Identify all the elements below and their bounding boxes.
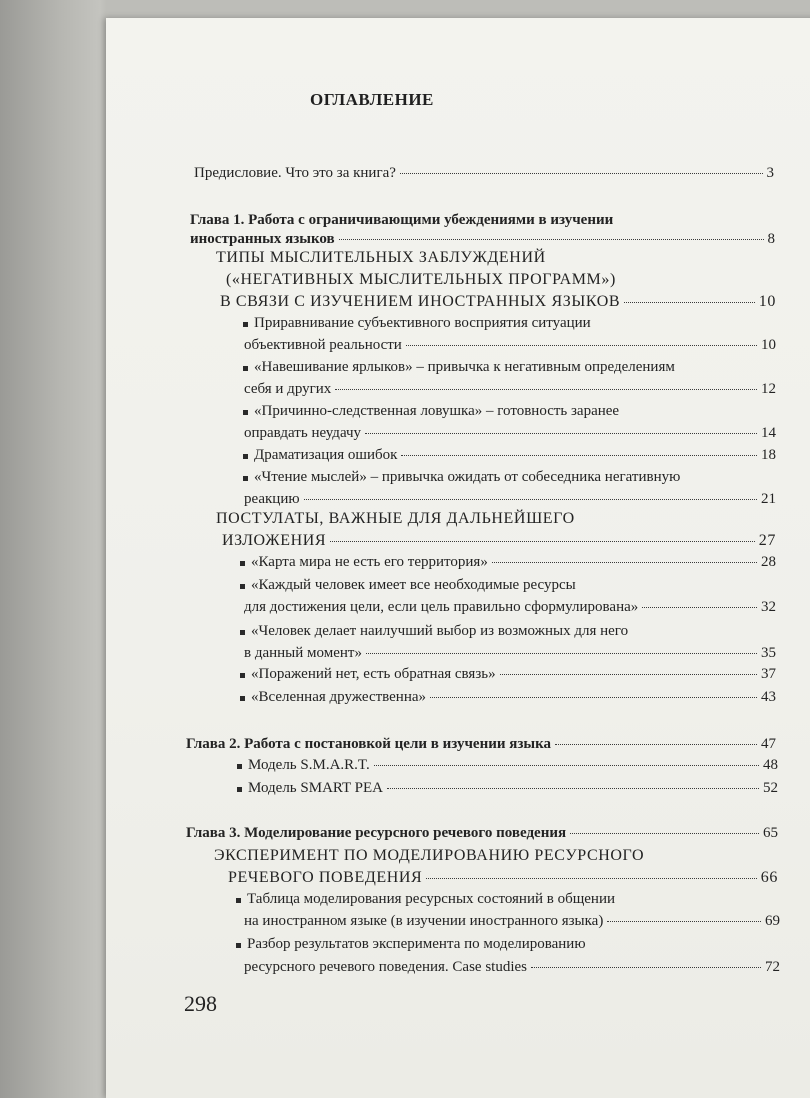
bullet-icon	[243, 410, 248, 415]
bullet-icon	[237, 787, 242, 792]
toc-subentry-cont: реакцию 21	[244, 491, 776, 507]
toc-subentry: «Человек делает наилучший выбор из возможных для него	[251, 623, 629, 639]
toc-section-postulates-cont: ИЗЛОЖЕНИЯ 27	[222, 532, 776, 549]
toc-subentry: «Вселенная дружественна» 43	[251, 689, 776, 705]
toc-subentry: «Каждый человек имеет все необходимые ресурсы	[251, 577, 576, 593]
toc-subentry-cont: для достижения цели, если цель правильно сформулирована» 32	[244, 599, 776, 615]
bullet-icon	[243, 322, 248, 327]
toc-section-types-cont2: В СВЯЗИ С ИЗУЧЕНИЕМ ИНОСТРАННЫХ ЯЗЫКОВ 10	[220, 293, 776, 310]
toc-subentry-cont: объективной реальности 10	[244, 337, 776, 353]
toc-subentry: Драматизация ошибок 18	[254, 447, 776, 463]
toc-section-experiment-cont: РЕЧЕВОГО ПОВЕДЕНИЯ 66	[228, 869, 778, 886]
toc-subentry: Модель S.M.A.R.T. 48	[248, 757, 778, 773]
toc-subentry: Приравнивание субъективного восприятия ситуации	[254, 315, 591, 331]
toc-entry-preface: Предисловие. Что это за книга? 3	[194, 165, 774, 181]
toc-section-types-cont: («НЕГАТИВНЫХ МЫСЛИТЕЛЬНЫХ ПРОГРАММ»)	[226, 271, 616, 288]
toc-section-experiment: ЭКСПЕРИМЕНТ ПО МОДЕЛИРОВАНИЮ РЕСУРСНОГО	[214, 847, 645, 864]
page-number: 298	[184, 991, 217, 1016]
bullet-icon	[240, 673, 245, 678]
toc-entry-chapter-3: Глава 3. Моделирование ресурсного речевого поведения 65	[186, 825, 778, 841]
toc-subentry: «Причинно-следственная ловушка» – готовность заранее	[254, 403, 620, 419]
toc-section-types: ТИПЫ МЫСЛИТЕЛЬНЫХ ЗАБЛУЖДЕНИЙ	[216, 249, 546, 266]
toc-subentry: «Чтение мыслей» – привычка ожидать от собеседника негативную	[254, 469, 681, 485]
toc-entry-chapter-2: Глава 2. Работа с постановкой цели в изучении языка 47	[186, 736, 776, 752]
bullet-icon	[240, 630, 245, 635]
toc-subentry-cont: на иностранном языке (в изучении иностранного языка) 69	[244, 913, 780, 929]
bullet-icon	[240, 696, 245, 701]
bullet-icon	[243, 454, 248, 459]
bullet-icon	[243, 476, 248, 481]
bullet-icon	[243, 366, 248, 371]
toc-subentry-cont: в данный момент» 35	[244, 645, 776, 661]
toc-subentry: Модель SMART PEA 52	[248, 780, 778, 796]
bullet-icon	[237, 764, 242, 769]
toc-subentry-cont: ресурсного речевого поведения. Case studies 72	[244, 959, 780, 975]
toc-subentry: Таблица моделирования ресурсных состояний в общении	[247, 891, 616, 907]
toc-subentry: Разбор результатов эксперимента по моделированию	[247, 936, 586, 952]
bullet-icon	[236, 898, 241, 903]
toc-subentry-cont: оправдать неудачу 14	[244, 425, 776, 441]
toc-entry-chapter-1: Глава 1. Работа с ограничивающими убеждениями в изучении	[190, 212, 614, 228]
toc-heading: ОГЛАВЛЕНИЕ	[310, 90, 434, 109]
toc-subentry: «Поражений нет, есть обратная связь» 37	[251, 666, 776, 682]
toc-subentry-cont: себя и других 12	[244, 381, 776, 397]
toc-entry-chapter-1-cont: иностранных языков 8	[190, 231, 775, 247]
bullet-icon	[240, 584, 245, 589]
toc-section-postulates: ПОСТУЛАТЫ, ВАЖНЫЕ ДЛЯ ДАЛЬНЕЙШЕГО	[216, 510, 575, 527]
bullet-icon	[236, 943, 241, 948]
toc-subentry: «Карта мира не есть его территория» 28	[251, 554, 776, 570]
bullet-icon	[240, 561, 245, 566]
toc-subentry: «Навешивание ярлыков» – привычка к негативным определениям	[254, 359, 675, 375]
